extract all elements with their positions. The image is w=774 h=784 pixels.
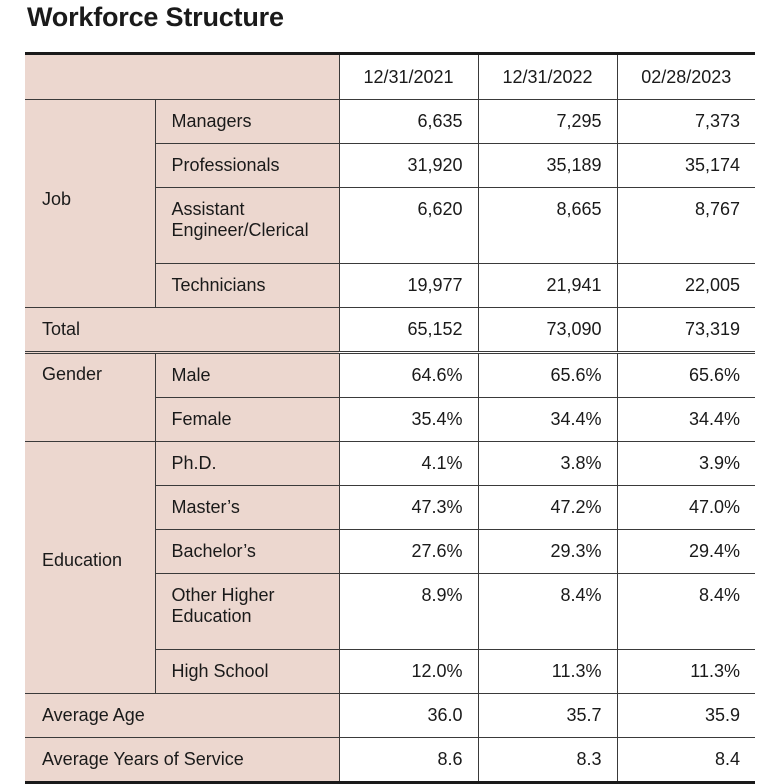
value-cell: 7,373 [617,100,755,144]
average-service-label: Average Years of Service [25,738,339,783]
row-label: High School [155,650,339,694]
header-row [25,54,755,100]
table-row [25,442,755,486]
value-cell: 22,005 [617,264,755,308]
row-label: Managers [155,100,339,144]
value-cell: 8.6 [339,738,478,783]
value-cell: 35.4% [339,398,478,442]
value-cell: 7,295 [478,100,617,144]
table-row [25,100,755,144]
value-cell: 65,152 [339,308,478,353]
value-cell: 8,767 [617,188,755,264]
value-cell: 12.0% [339,650,478,694]
value-cell: 3.9% [617,442,755,486]
value-cell: 21,941 [478,264,617,308]
row-label: Technicians [155,264,339,308]
value-cell: 8.4 [617,738,755,783]
value-cell: 34.4% [478,398,617,442]
row-label-line: Other Higher [171,585,275,605]
row-label [155,574,339,650]
value-cell: 8.9% [339,574,478,650]
value-cell: 11.3% [617,650,755,694]
row-label-line: Engineer/Clerical [171,220,309,240]
table-row [25,738,755,783]
value-cell: 11.3% [478,650,617,694]
value-cell: 65.6% [478,353,617,398]
value-cell: 73,319 [617,308,755,353]
row-label-line: Assistant [171,199,245,219]
value-cell: 36.0 [339,694,478,738]
value-cell: 27.6% [339,530,478,574]
page-title: Workforce Structure [27,2,284,32]
value-cell: 64.6% [339,353,478,398]
value-cell: 6,635 [339,100,478,144]
value-cell: 34.4% [617,398,755,442]
column-header: 12/31/2021 [339,54,478,100]
row-label-line: Education [171,606,252,626]
value-cell: 35,189 [478,144,617,188]
row-label: Master’s [155,486,339,530]
value-cell: 4.1% [339,442,478,486]
value-cell: 35.7 [478,694,617,738]
category-gender: Gender [25,353,155,442]
value-cell: 19,977 [339,264,478,308]
table-row [25,308,755,353]
value-cell: 8.3 [478,738,617,783]
value-cell: 65.6% [617,353,755,398]
value-cell: 8,665 [478,188,617,264]
average-age-label: Average Age [25,694,339,738]
column-header: 02/28/2023 [617,54,755,100]
value-cell: 35.9 [617,694,755,738]
row-label: Professionals [155,144,339,188]
table-row [25,694,755,738]
row-label: Ph.D. [155,442,339,486]
row-label [155,188,339,264]
value-cell: 31,920 [339,144,478,188]
value-cell: 47.2% [478,486,617,530]
workforce-table [25,52,755,784]
value-cell: 3.8% [478,442,617,486]
row-label: Female [155,398,339,442]
column-header: 12/31/2022 [478,54,617,100]
value-cell: 6,620 [339,188,478,264]
row-label: Male [155,353,339,398]
row-label: Bachelor’s [155,530,339,574]
value-cell: 35,174 [617,144,755,188]
header-blank-cell [25,54,339,100]
total-label: Total [25,308,339,353]
table-row [25,353,755,398]
value-cell: 47.0% [617,486,755,530]
value-cell: 8.4% [617,574,755,650]
value-cell: 73,090 [478,308,617,353]
value-cell: 8.4% [478,574,617,650]
category-education: Education [25,442,155,694]
value-cell: 29.4% [617,530,755,574]
value-cell: 29.3% [478,530,617,574]
value-cell: 47.3% [339,486,478,530]
category-job: Job [25,100,155,308]
